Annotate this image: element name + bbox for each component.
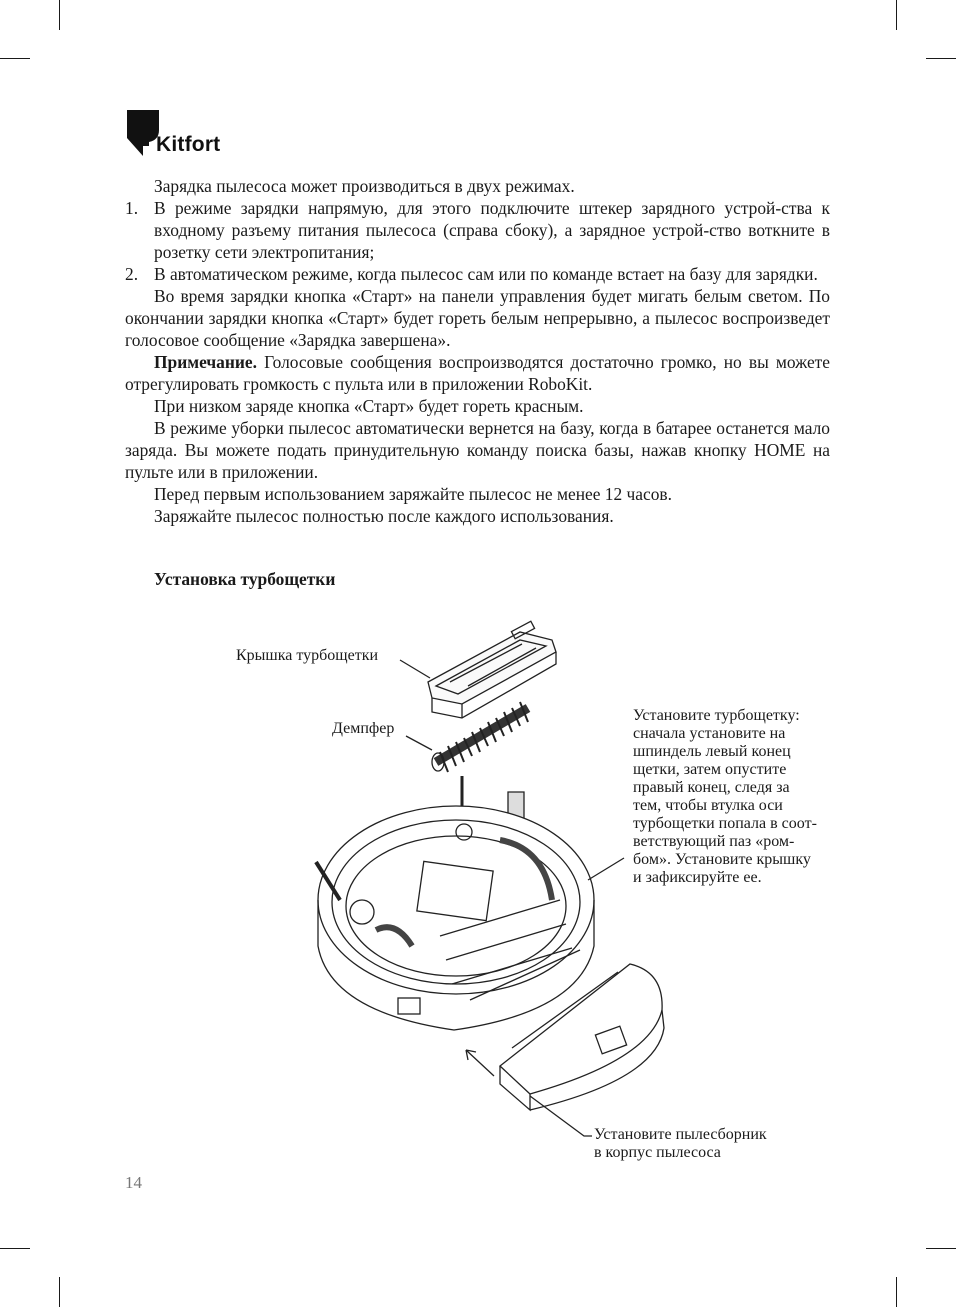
- list-number: 2.: [125, 264, 139, 284]
- instruction-line: щетки, затем опустите: [633, 761, 787, 778]
- paragraph: В режиме уборки пылесос автоматически вернется на базу, когда в батарее останется мало заряда. Вы можете подать принудительную команду поиска базы, нажав кнопку HOME на пульте или в приложении.: [125, 418, 830, 482]
- instruction-line: тем, чтобы втулка оси: [633, 797, 783, 814]
- label-brush-cover: Крышка турбощетки: [236, 647, 379, 664]
- note-label: Примечание.: [154, 352, 257, 372]
- brush-cover-illustration: [428, 621, 556, 718]
- robot-body-illustration: [316, 806, 624, 1030]
- paragraph: Перед первым использованием заряжайте пылесос не менее 12 часов.: [154, 484, 672, 504]
- paragraph: Заряжайте пылесос полностью после каждого использования.: [154, 506, 614, 526]
- brand-name: Kitfort: [156, 133, 221, 156]
- instruction-line: сначала установите на: [633, 725, 786, 742]
- list-text: В режиме зарядки напрямую, для этого подключите штекер зарядного устрой-ства к входному разъему питания пылесоса (справа сбоку), а зарядное устрой-ство воткните в розетку сети электропитания;: [154, 198, 830, 262]
- instruction-line: правый конец, следя за: [633, 779, 790, 796]
- instruction-line: Установите пылесборник: [594, 1126, 767, 1143]
- bin-instruction: [594, 1126, 834, 1162]
- instruction-line: бом». Установите крышку: [633, 851, 811, 868]
- note-text: Голосовые сообщения воспроизводятся достаточно громко, но вы можете отрегулировать громкость с пульта или в приложении RoboKit.: [125, 352, 830, 394]
- instruction-line: и зафиксируйте ее.: [633, 869, 762, 886]
- instruction-line: шпиндель левый конец: [633, 743, 791, 760]
- instruction-line: в корпус пылесоса: [594, 1144, 721, 1161]
- instruction-line: Установите турбощетку:: [633, 707, 800, 724]
- section-heading: Установка турбощетки: [154, 569, 336, 589]
- arrow-icon: [466, 1050, 494, 1076]
- roller-brush-illustration: [432, 702, 528, 772]
- paragraph: Зарядка пылесоса может производиться в двух режимах.: [154, 176, 575, 196]
- page-number: 14: [125, 1173, 142, 1192]
- instruction-line: ветствующий паз «ром-: [633, 833, 795, 850]
- dust-bin-illustration: [500, 964, 664, 1110]
- instruction-line: турбощетки попала в соот-: [633, 815, 817, 832]
- list-number: 1.: [125, 198, 139, 218]
- paragraph: Во время зарядки кнопка «Старт» на панели управления будет мигать белым светом. По окончании зарядки кнопка «Старт» будет гореть белым непрерывно, а пылесос воспроизведет голосовое сообщение «Зарядка завершена».: [125, 286, 830, 350]
- label-damper: Демпфер: [332, 720, 395, 737]
- list-text: В автоматическом режиме, когда пылесос сам или по команде встает на базу для зарядки.: [154, 264, 818, 284]
- paragraph: При низком заряде кнопка «Старт» будет гореть красным.: [154, 396, 584, 416]
- brush-instruction: [633, 707, 853, 887]
